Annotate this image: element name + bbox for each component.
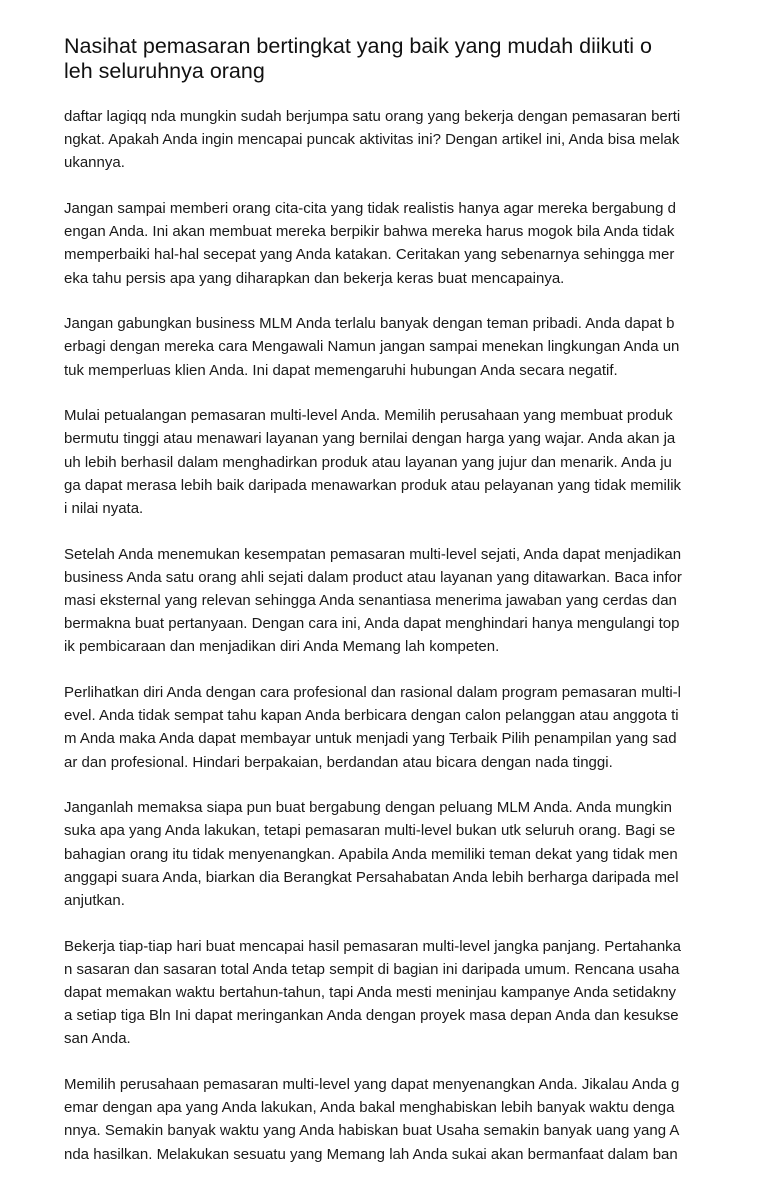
- text-line: uh lebih berhasil dalam menghadirkan produk atau layanan yang jujur dan menarik. Anda ju: [64, 453, 672, 471]
- text-line: Bekerja tiap-tiap hari buat mencapai hasil pemasaran multi-level jangka panjang. Pertahanka: [64, 937, 682, 955]
- text-line: bermutu tinggi atau menawari layanan yang bernilai dengan harga yang wajar. Anda akan ja: [64, 430, 676, 448]
- paragraph: [64, 681, 714, 774]
- paragraph: [64, 312, 714, 382]
- paragraph: [64, 796, 714, 912]
- paragraph: [64, 105, 714, 175]
- text-line: evel. Anda tidak sempat tahu kapan Anda berbicara dengan calon pelanggan atau anggota ti: [64, 707, 679, 725]
- text-line: eka tahu persis apa yang diharapkan dan bekerja keras buat mencapainya.: [64, 269, 565, 287]
- text-line: memperbaiki hal-hal secepat yang Anda katakan. Ceritakan yang sebenarnya sehingga mer: [64, 246, 675, 264]
- text-line: ik pembicaraan dan menjadikan diri Anda Memang lah kompeten.: [64, 638, 500, 656]
- document-page: [64, 34, 714, 1188]
- text-line: Setelah Anda menemukan kesempatan pemasaran multi-level sejati, Anda dapat menjadikan: [64, 545, 682, 563]
- text-line: daftar lagiqq nda mungkin sudah berjumpa satu orang yang bekerja dengan pemasaran berti: [64, 108, 681, 125]
- text-line: bermakna buat pertanyaan. Dengan cara ini, Anda dapat menghindari hanya mengulangi top: [64, 615, 680, 633]
- text-line: ga dapat merasa lebih baik daripada menawarkan produk atau pelayanan yang tidak memilik: [64, 476, 682, 494]
- text-line: dapat memakan waktu bertahun-tahun, tapi Anda mesti meninjau kampanye Anda setidakny: [64, 984, 677, 1002]
- text-line: suka apa yang Anda lakukan, tetapi pemasaran multi-level bukan utk seluruh orang. Bagi se: [64, 822, 676, 840]
- text-line: bahagian orang itu tidak menyenangkan. Apabila Anda memiliki teman dekat yang tidak men: [64, 845, 678, 863]
- text-line: i nilai nyata.: [64, 500, 144, 518]
- text-line: masi eksternal yang relevan sehingga Anda senantiasa menerima jawaban yang cerdas dan: [64, 592, 677, 610]
- paragraph: [64, 543, 714, 659]
- paragraph: [64, 935, 714, 1051]
- text-line: Janganlah memaksa siapa pun buat bergabung dengan peluang MLM Anda. Anda mungkin: [64, 799, 672, 817]
- text-line: san Anda.: [64, 1030, 131, 1048]
- text-line: Perlihatkan diri Anda dengan cara profesional dan rasional dalam program pemasaran multi-l: [64, 684, 682, 702]
- text-line: nda hasilkan. Melakukan sesuatu yang Memang lah Anda sukai akan bermanfaat dalam ban: [64, 1145, 678, 1163]
- text-line: engan Anda. Ini akan membuat mereka berpikir bahwa mereka harus mogok bila Anda tidak: [64, 223, 675, 241]
- text-line: n sasaran dan sasaran total Anda tetap sempit di bagian ini daripada umum. Rencana usaha: [64, 960, 680, 978]
- text-line: emar dengan apa yang Anda lakukan, Anda bakal menghabiskan lebih banyak waktu denga: [64, 1099, 675, 1117]
- text-line: tuk memperluas klien Anda. Ini dapat memengaruhi hubungan Anda secara negatif.: [64, 361, 618, 379]
- paragraph: [64, 197, 714, 290]
- paragraph: [64, 404, 714, 520]
- text-line: ar dan profesional. Hindari berpakaian, berdandan atau bicara dengan nada tinggi.: [64, 753, 613, 771]
- text-line: nnya. Semakin banyak waktu yang Anda habiskan buat Usaha semakin banyak uang yang A: [64, 1122, 680, 1140]
- text-line: m Anda maka Anda dapat membayar untuk menjadi yang Terbaik Pilih penampilan yang sad: [64, 730, 677, 748]
- text-line: a setiap tiga Bln Ini dapat meringankan Anda dengan proyek masa depan Anda dan kesukse: [64, 1007, 679, 1025]
- text-line: anggapi suara Anda, biarkan dia Berangkat Persahabatan Anda lebih berharga daripada mel: [64, 868, 679, 886]
- text-line: Mulai petualangan pemasaran multi-level Anda. Memilih perusahaan yang membuat produk: [64, 407, 673, 425]
- text-line: Jangan gabungkan business MLM Anda terlalu banyak dengan teman pribadi. Anda dapat b: [64, 315, 675, 333]
- title-line: leh seluruhnya orang: [64, 59, 265, 83]
- text-line: erbagi dengan mereka cara Mengawali Namun jangan sampai menekan lingkungan Anda un: [64, 338, 680, 356]
- text-line: Memilih perusahaan pemasaran multi-level yang dapat menyenangkan Anda. Jikalau Anda g: [64, 1076, 680, 1094]
- text-line: business Anda satu orang ahli sejati dalam product atau layanan yang ditawarkan. Baca infor: [64, 568, 682, 586]
- text-line: ngkat. Apakah Anda ingin mencapai puncak aktivitas ini? Dengan artikel ini, Anda bisa melak: [64, 131, 680, 149]
- text-line: Jangan sampai memberi orang cita-cita yang tidak realistis hanya agar mereka bergabung d: [64, 200, 677, 217]
- text-line: anjutkan.: [64, 892, 125, 910]
- document-title: [64, 34, 714, 84]
- text-line: ukannya.: [64, 154, 125, 172]
- title-line: Nasihat pemasaran bertingkat yang baik yang mudah diikuti o: [64, 34, 653, 58]
